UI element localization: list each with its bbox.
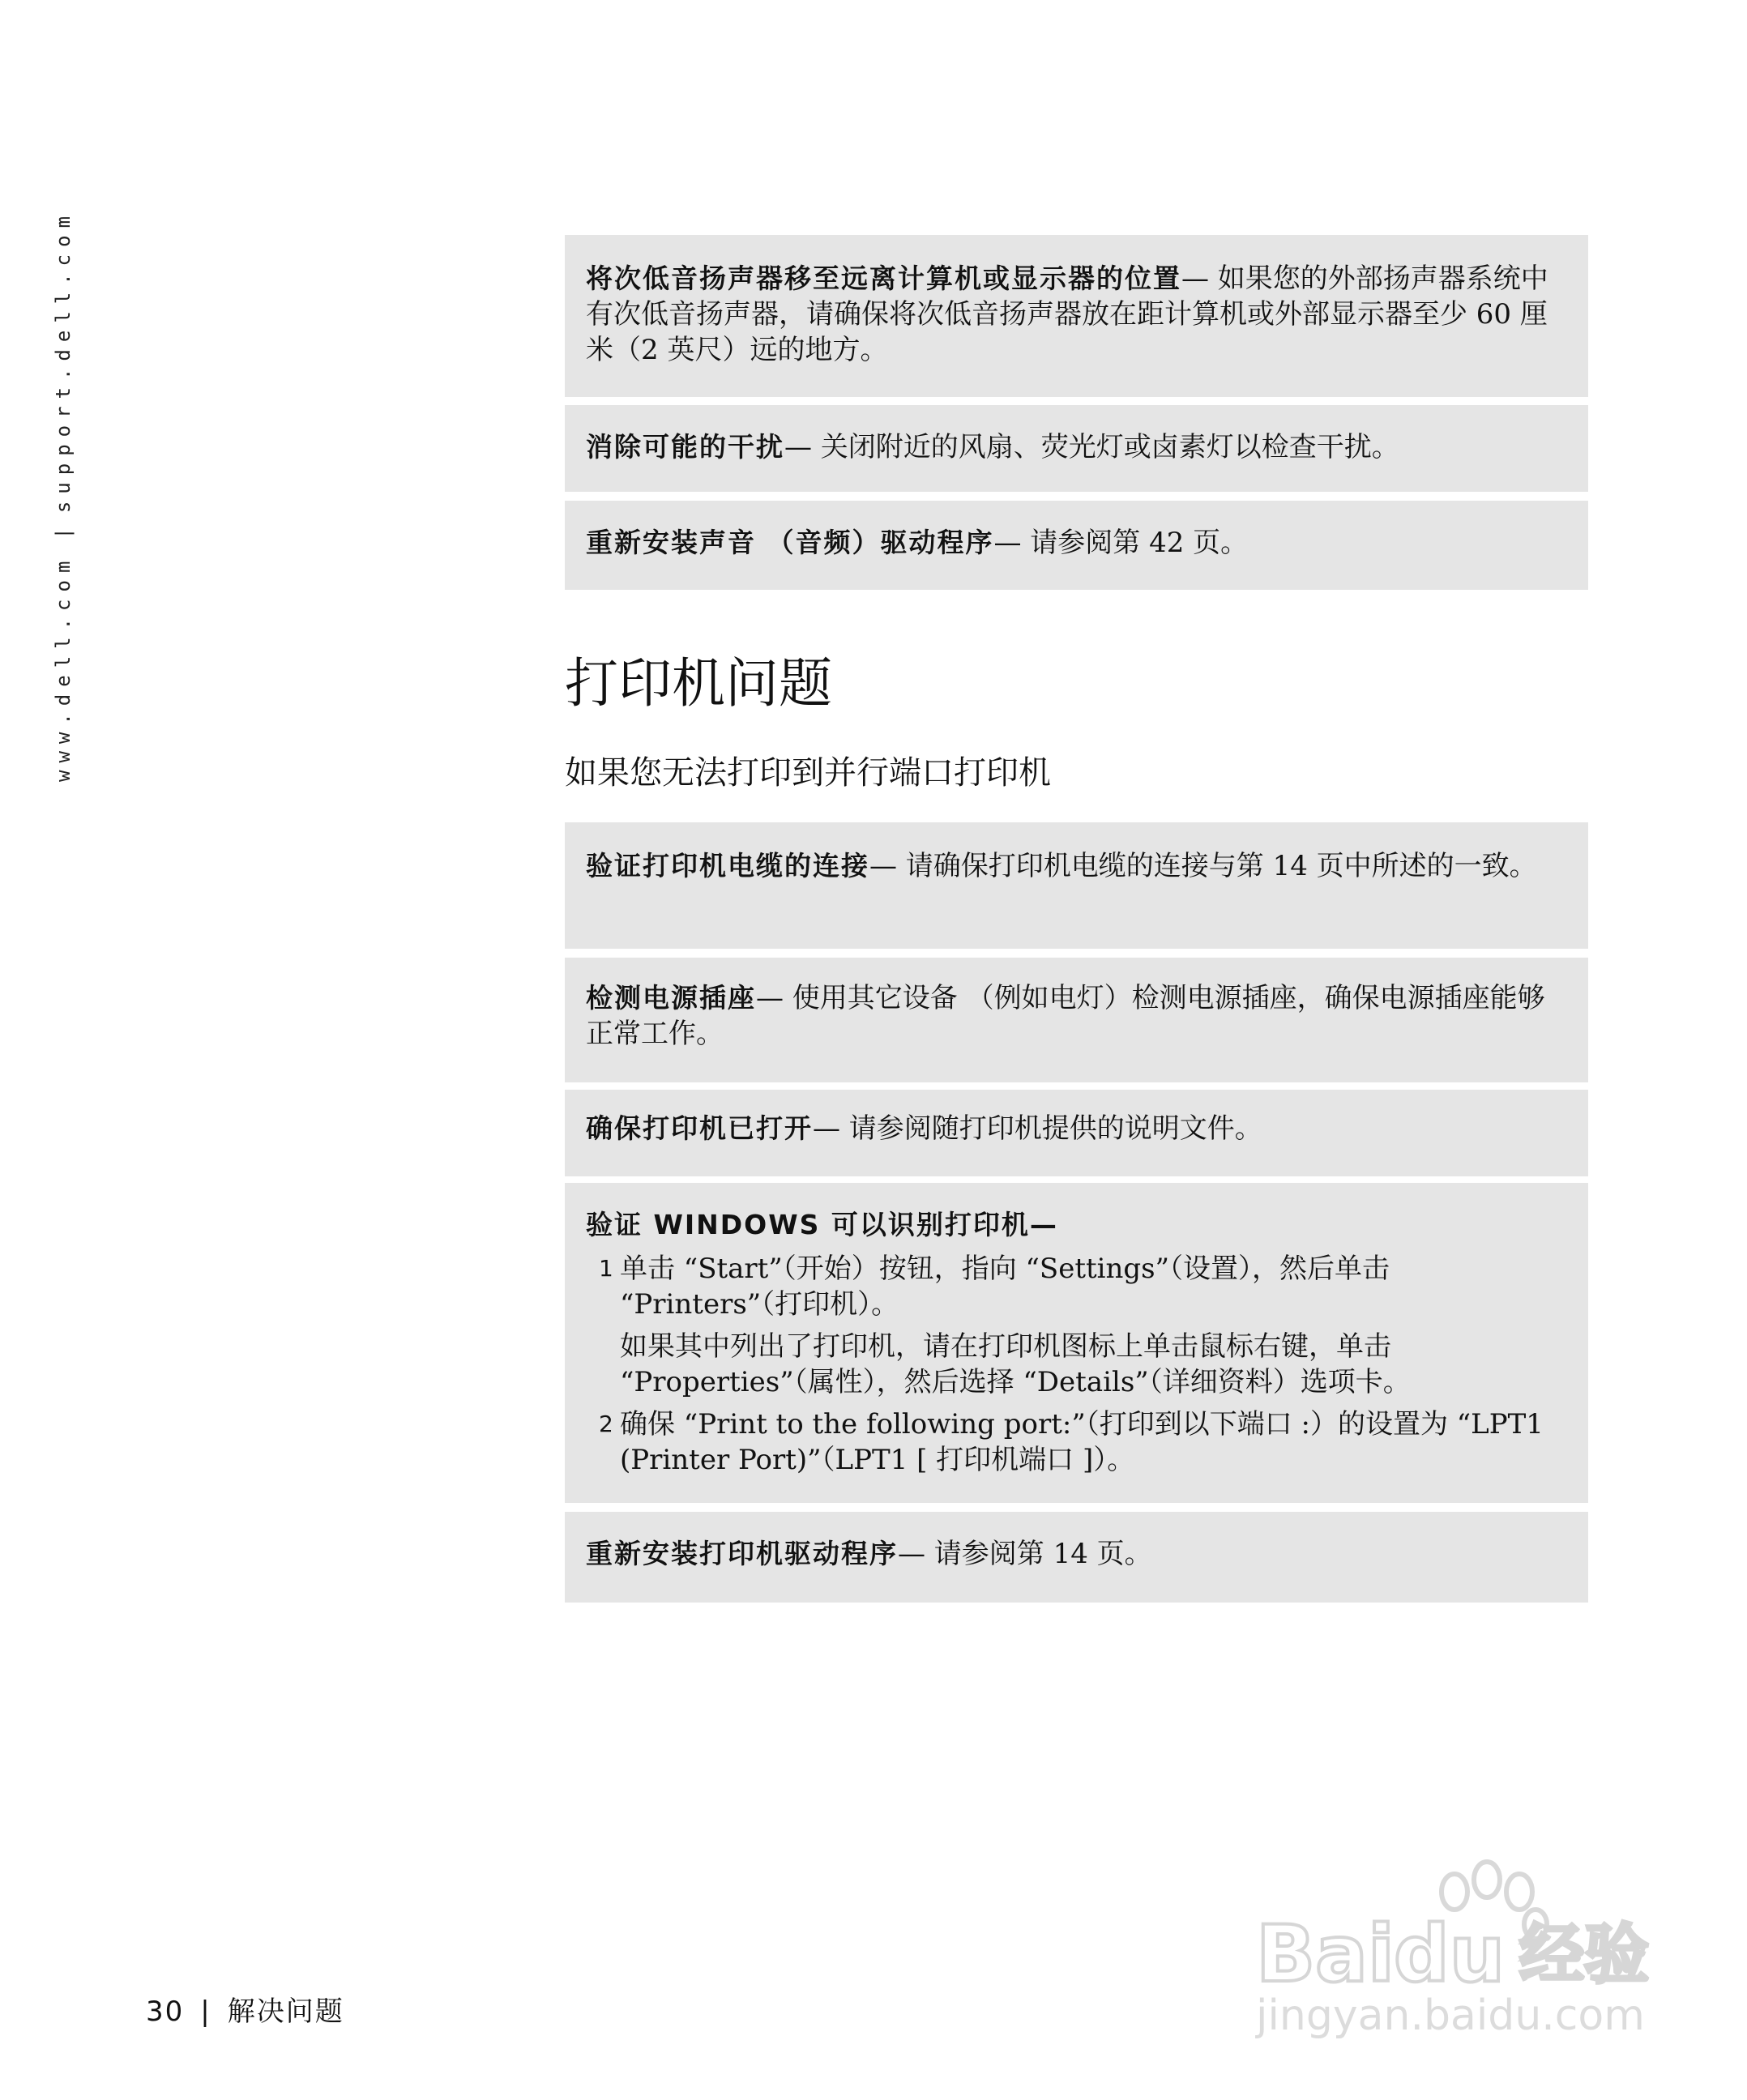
tip-lead: 验证 WINDOWS 可以识别打印机— xyxy=(586,1209,1058,1240)
footer-separator: | xyxy=(200,1995,211,2028)
tip-box-subwoofer xyxy=(565,235,1588,397)
step-number: 1 xyxy=(599,1255,613,1282)
watermark-product: 经验 xyxy=(1519,1917,1649,1992)
url-support: support.dell.com xyxy=(52,208,75,514)
tip-lead: 重新安装声音 （音频）驱动程序 xyxy=(586,527,994,558)
tip-body: — 请参阅第 42 页。 xyxy=(993,527,1249,559)
tip-body: — 请参阅随打印机提供的说明文件。 xyxy=(813,1112,1262,1145)
sidebar-url xyxy=(52,209,75,782)
tip-box-interference xyxy=(565,405,1588,492)
watermark-brand: Bai xyxy=(1256,1909,1395,2000)
step-text: 确保 “Print to the following port:”（打印到以下端口 :）的设置为 “LPT1 (Printer Port)”（LPT1 [ 打印机端口 ]）。 xyxy=(620,1408,1544,1476)
tip-lead: 重新安装打印机驱动程序 xyxy=(586,1538,898,1569)
page-number: 30 xyxy=(146,1995,185,2028)
tip-box-reinstall-driver xyxy=(565,1512,1588,1603)
tip-body: — 请参阅第 14 页。 xyxy=(898,1538,1152,1570)
tip-box-printer-on xyxy=(565,1090,1588,1176)
section-title: 打印机问题 xyxy=(565,652,832,715)
tip-box-printer-cable xyxy=(565,822,1588,949)
step-1-note: 如果其中列出了打印机，请在打印机图标上单击鼠标右键，单击 “Properties”（属性），然后选择 “Details”（详细资料）选项卡。 xyxy=(620,1330,1411,1398)
subsection-title: 如果您无法打印到并行端口打印机 xyxy=(565,754,1051,792)
tip-box-power-outlet xyxy=(565,958,1588,1082)
tip-lead: 确保打印机已打开 xyxy=(586,1112,813,1144)
tip-box-audio-driver xyxy=(565,501,1588,590)
tip-box-windows-printer xyxy=(565,1183,1588,1503)
url-separator: | xyxy=(52,527,75,540)
tip-body: — 关闭附近的风扇、荧光灯或卤素灯以检查干扰。 xyxy=(784,431,1399,463)
step-2 xyxy=(586,1406,1567,1478)
tip-body: — 如果您的外部扬声器系统中有次低音扬声器，请确保将次低音扬声器放在距计算机或外部显示器至少 60 厘米（2 英尺）远的地方。 xyxy=(586,262,1548,366)
tip-lead: 将次低音扬声器移至远离计算机或显示器的位置 xyxy=(586,262,1181,294)
tip-lead: 验证打印机电缆的连接 xyxy=(586,850,869,881)
footer-section: 解决问题 xyxy=(227,1995,344,2028)
page-footer xyxy=(146,1989,344,2029)
step-text: 单击 “Start”（开始）按钮，指向 “Settings”（设置），然后单击 “Printers”（打印机）。 xyxy=(620,1253,1390,1321)
step-1 xyxy=(586,1251,1567,1322)
tip-lead: 消除可能的干扰 xyxy=(586,431,784,463)
step-number: 2 xyxy=(599,1411,613,1437)
url-www: www.dell.com xyxy=(52,553,75,782)
watermark-brand-du: du xyxy=(1394,1909,1506,2000)
tip-lead: 检测电源插座 xyxy=(586,982,756,1014)
tip-body: — 请确保打印机电缆的连接与第 14 页中所述的一致。 xyxy=(869,850,1537,882)
tip-body: — 使用其它设备 （例如电灯）检测电源插座，确保电源插座能够正常工作。 xyxy=(586,982,1545,1050)
watermark-url: jingyan.baidu.com xyxy=(1256,1991,1645,2040)
baidu-watermark-logo xyxy=(1248,1847,1669,2042)
